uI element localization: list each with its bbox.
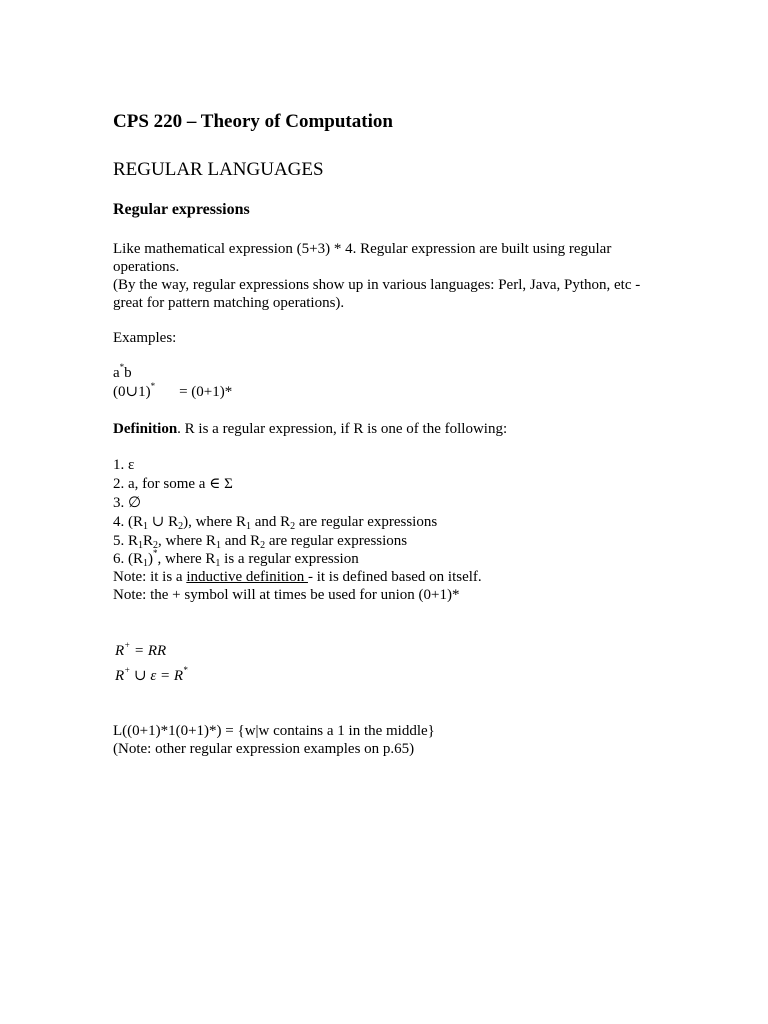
language-example: L((0+1)*1(0+1)*) = {w|w contains a 1 in the middle} <box>113 723 435 739</box>
note-union-symbol: Note: the + symbol will at times be used for union (0+1)* <box>113 587 460 603</box>
intro-line-3: (By the way, regular expressions show up in various languages: Perl, Java, Python, etc - <box>113 277 641 293</box>
definition-item-6: 6. $(R_1)^*$, where $R_1$ is a regular expression <box>113 548 359 569</box>
definition-item-4: 4. ($R_1$ ∪ $R_2$), where $R_1$ and $R_2$ are regular expressions <box>113 514 438 532</box>
document-title: CPS 220 – Theory of Computation <box>113 111 393 132</box>
section-heading: REGULAR LANGUAGES <box>113 159 324 180</box>
example-union-star: (0∪1)* = (0+1)* <box>113 381 233 400</box>
definition-item-2: 2. a, for some a ∈ Σ <box>113 476 233 492</box>
inductive-definition-underlined: inductive definition <box>186 569 308 585</box>
examples-label: Examples: <box>113 330 177 346</box>
intro-line-4: great for pattern matching operations). <box>113 295 345 311</box>
example-a-star-b: a*b <box>113 362 132 381</box>
definition-item-1: 1. ε <box>113 457 135 473</box>
intro-line-2: operations. <box>113 259 180 275</box>
definition-item-5: 5. $R_1R_2$, where $R_1$ and $R_2$ are regular expressions <box>113 533 408 551</box>
intro-line-1: Like mathematical expression (5+3) * 4. Regular expression are built using regular <box>113 241 612 257</box>
definition-label: Definition <box>113 421 178 437</box>
note-inductive: Note: it is a inductive definition - it is defined based on itself. <box>113 569 482 585</box>
formula-r-plus: R+ = RR <box>115 640 167 659</box>
note-examples-page: (Note: other regular expression examples on p.65) <box>113 741 415 757</box>
formula-r-plus-union-epsilon: R+ ∪ ε = R* <box>115 665 188 684</box>
definition-item-3: 3. ∅ <box>113 495 142 511</box>
subsection-heading: Regular expressions <box>113 201 250 218</box>
definition-line: Definition. R is a regular expression, if R is one of the following: <box>113 421 508 437</box>
